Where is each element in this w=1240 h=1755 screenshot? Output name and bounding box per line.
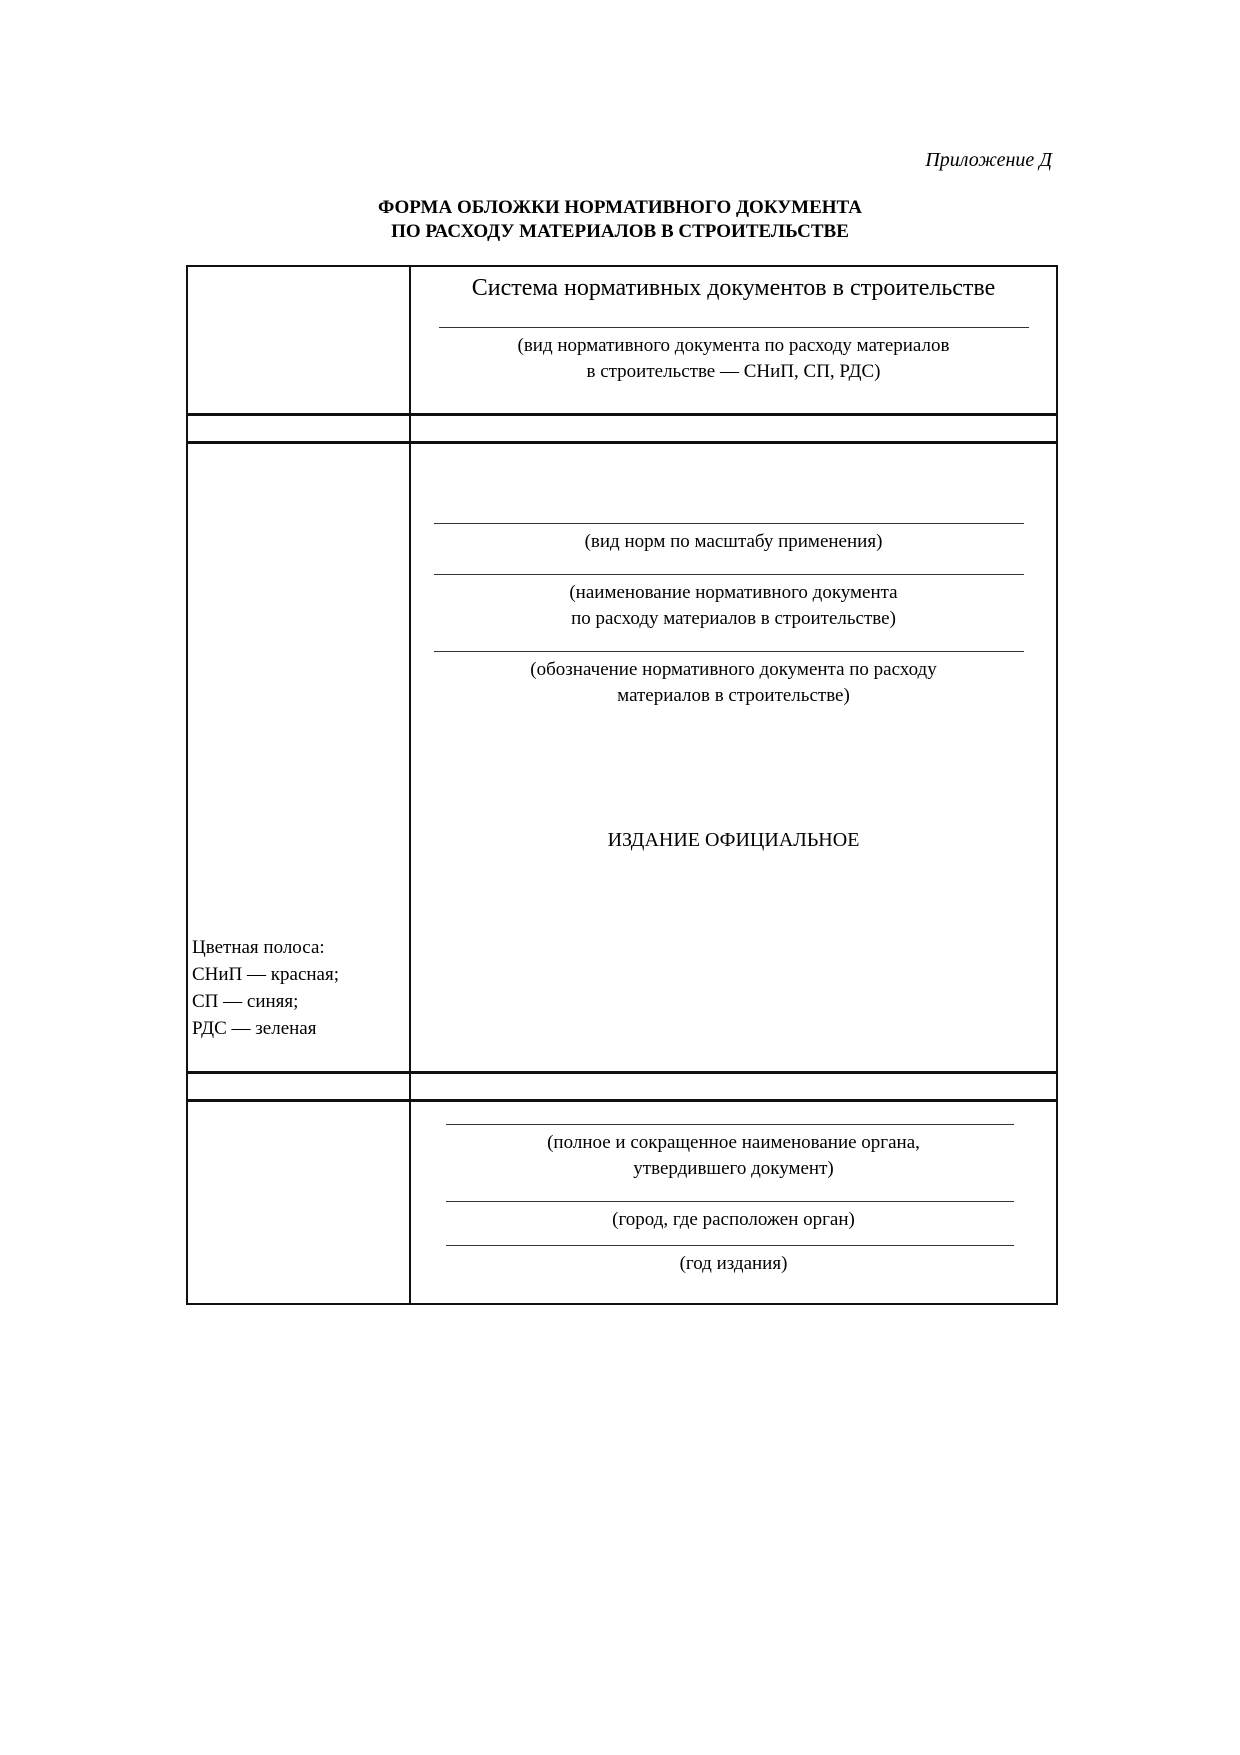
authority-fill-line (446, 1124, 1014, 1125)
doc-name-caption-line-1: (наименование нормативного документа (569, 582, 898, 603)
year-caption: (год издания) (679, 1253, 788, 1274)
cover-form-table (186, 265, 1058, 1305)
doc-designation-caption (411, 657, 1056, 709)
appendix-label: Приложение Д (925, 149, 1052, 171)
doc-type-fill-line (439, 327, 1029, 328)
doc-type-caption (411, 333, 1056, 385)
authority-caption (411, 1130, 1056, 1182)
bottom-band-border-top (188, 1071, 1056, 1074)
color-stripe-sp: СП — синяя; (192, 991, 299, 1012)
year-fill-line (446, 1245, 1014, 1246)
page-title (0, 196, 1240, 244)
system-title: Система нормативных документов в строительстве (471, 275, 996, 301)
color-stripe-snip: СНиП — красная; (192, 964, 339, 985)
color-stripe-heading: Цветная полоса: (192, 937, 325, 958)
page-title-line-1: ФОРМА ОБЛОЖКИ НОРМАТИВНОГО ДОКУМЕНТА (377, 197, 863, 218)
doc-type-caption-line-2: в строительстве — СНиП, СП, РДС) (586, 361, 881, 382)
norm-scope-fill-line (434, 523, 1024, 524)
color-stripe-rds: РДС — зеленая (192, 1018, 317, 1039)
city-fill-line (446, 1201, 1014, 1202)
doc-name-caption (411, 580, 1056, 632)
norm-scope-caption: (вид норм по масштабу применения) (584, 531, 883, 552)
doc-name-fill-line (434, 574, 1024, 575)
page-title-line-2: ПО РАСХОДУ МАТЕРИАЛОВ В СТРОИТЕЛЬСТВЕ (391, 221, 849, 242)
doc-designation-caption-line-2: материалов в строительстве) (617, 685, 850, 706)
city-caption: (город, где расположен орган) (612, 1209, 855, 1230)
official-edition-label: ИЗДАНИЕ ОФИЦИАЛЬНОЕ (607, 829, 860, 851)
stripe-border-bottom (188, 441, 1056, 444)
doc-designation-caption-line-1: (обозначение нормативного документа по расходу (530, 659, 937, 680)
doc-designation-fill-line (434, 651, 1024, 652)
authority-caption-line-2: утвердившего документ) (633, 1158, 834, 1179)
authority-caption-line-1: (полное и сокращенное наименование органа, (547, 1132, 920, 1153)
doc-name-caption-line-2: по расходу материалов в строительстве) (571, 608, 896, 629)
bottom-band-border-bottom (188, 1099, 1056, 1102)
stripe-border-top (188, 413, 1056, 416)
color-stripe-note (192, 934, 407, 1042)
doc-type-caption-line-1: (вид нормативного документа по расходу материалов (517, 335, 950, 356)
